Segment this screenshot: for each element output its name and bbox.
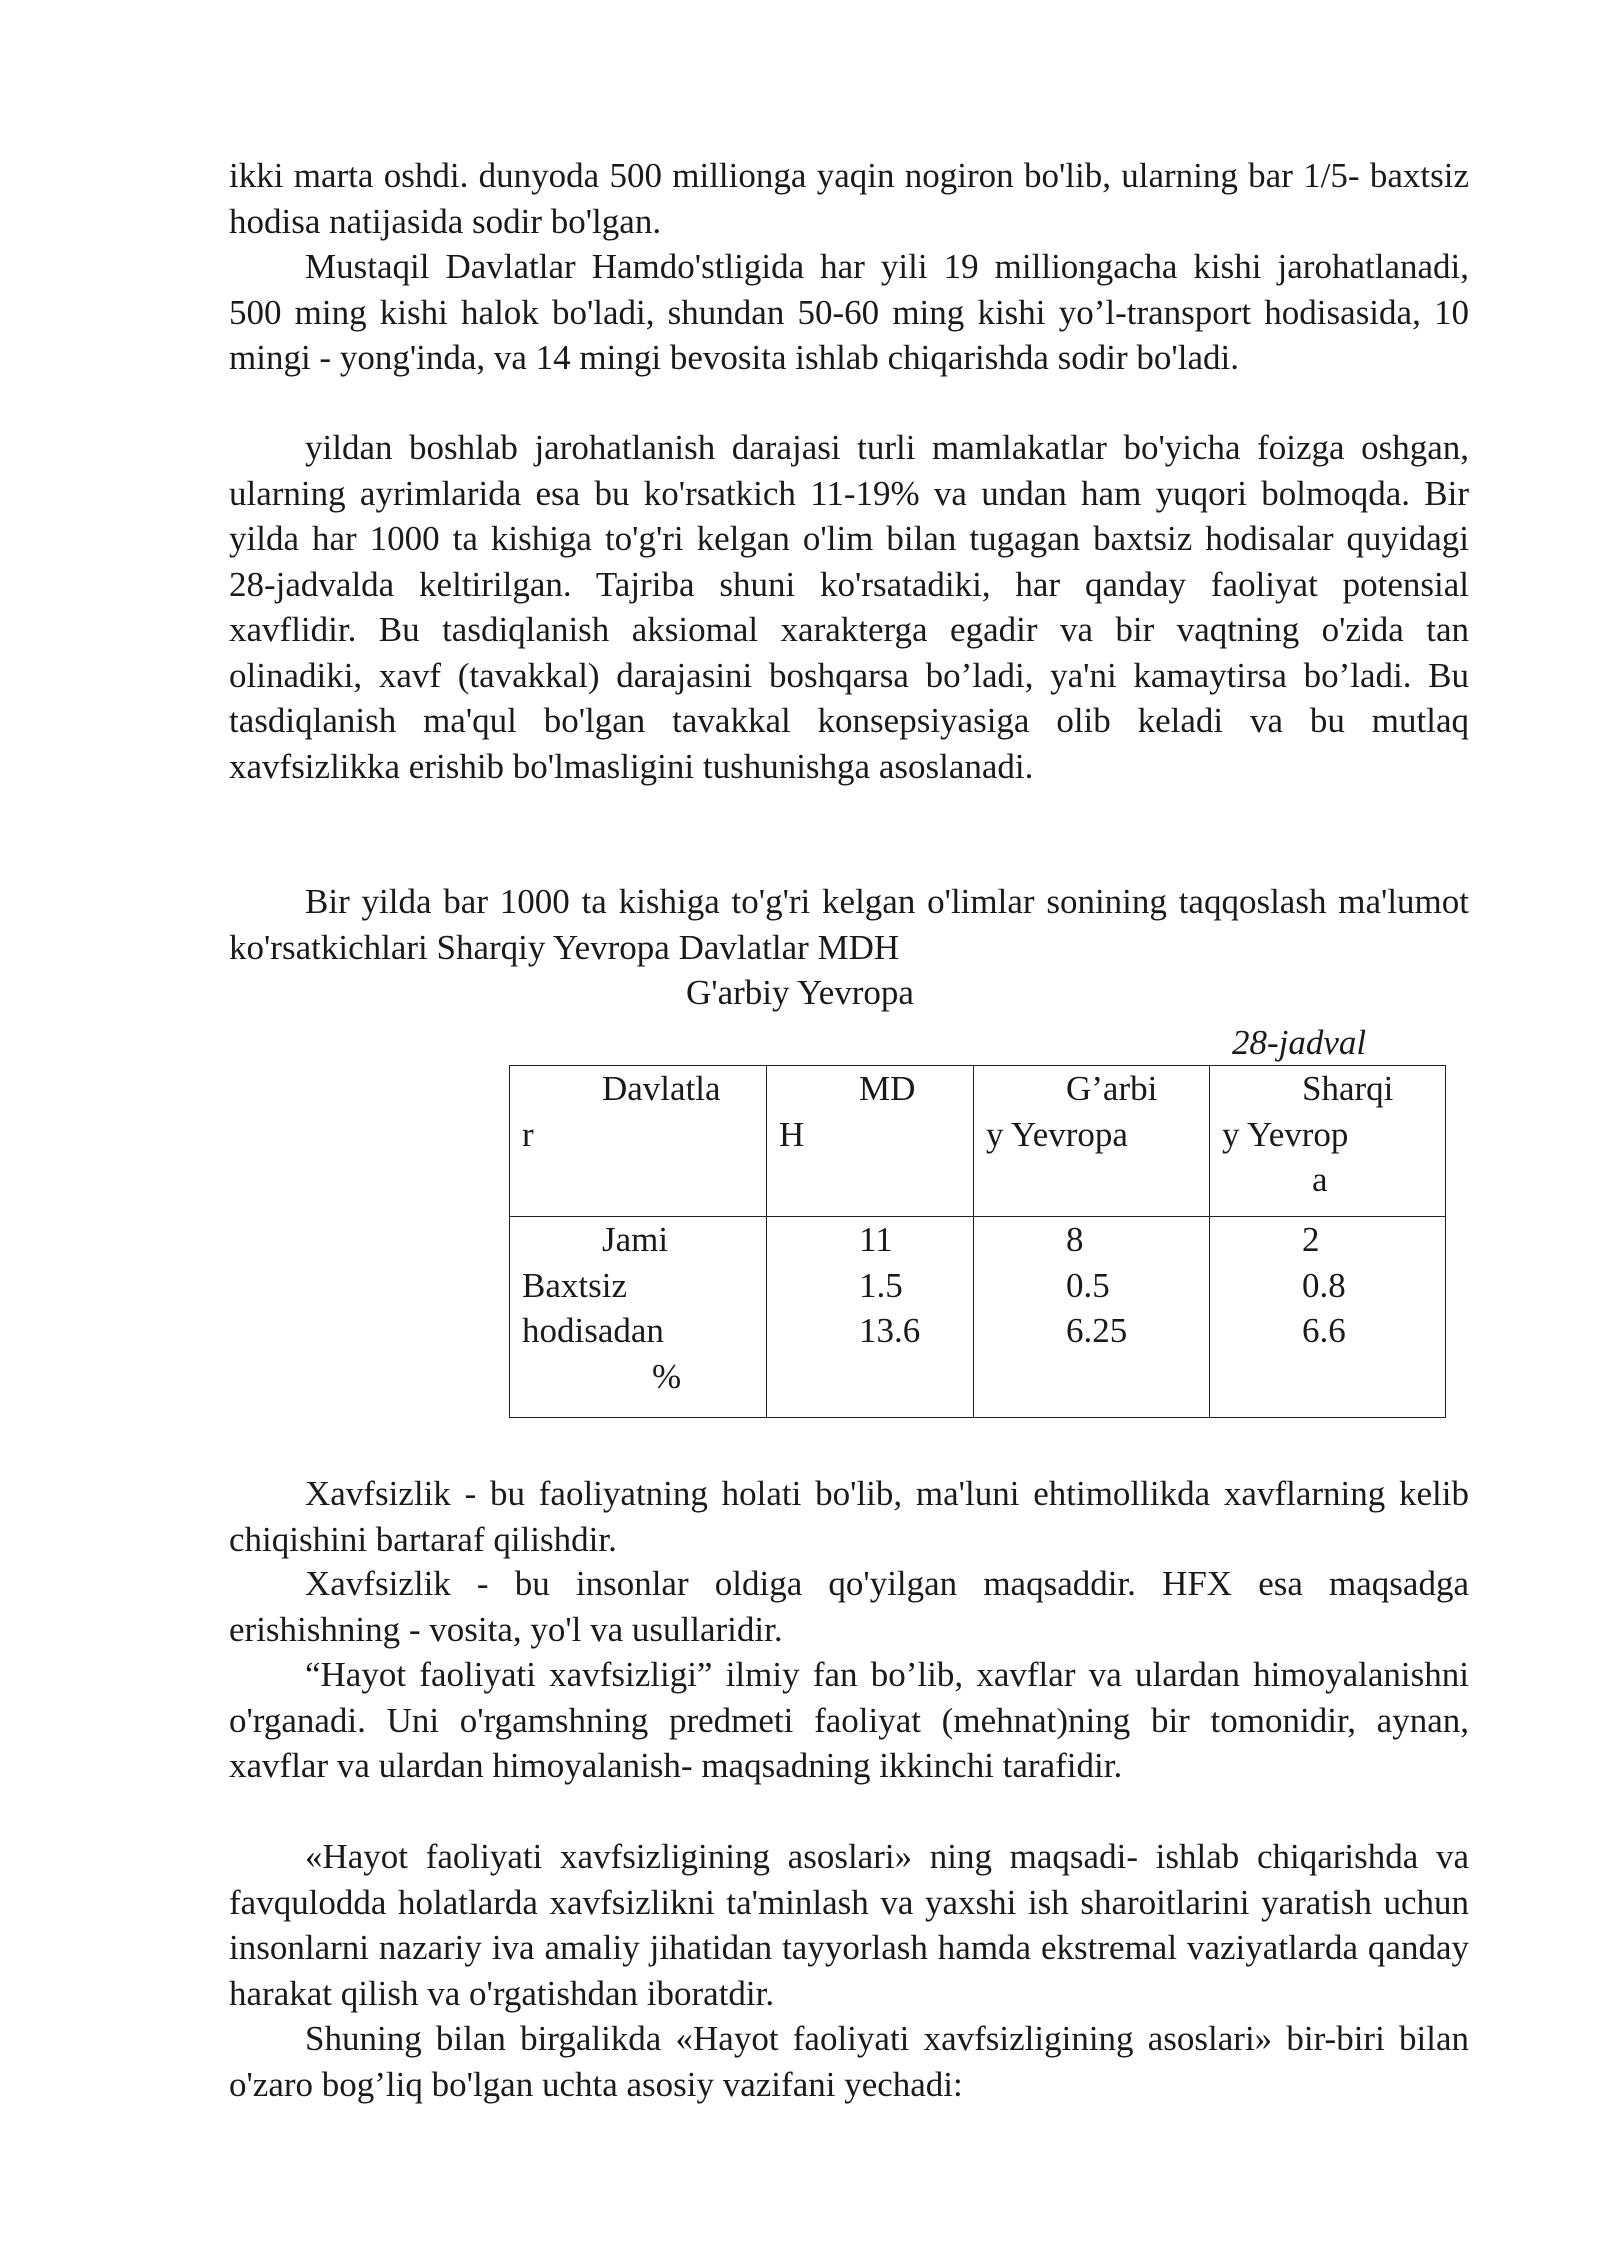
header-cell-sharqiy-yevropa: Sharqi y Yevrop a xyxy=(1210,1066,1446,1217)
paragraph-5: Xavfsizlik - bu insonlar oldiga qo'yilgan maqsaddir. HFX esa maqsadga erishishning - vosita, yo'l va usullaridir. xyxy=(229,1564,1469,1649)
paragraph-table-intro: Bir yilda bar 1000 ta kishiga to'g'ri kelgan o'limlar sonining taqqoslash ma'lumot ko'rsatkichlari Sharqiy Yevropa Davlatlar MDH xyxy=(229,882,1469,967)
value-cell-garbiy-yevropa: 8 0.5 6.25 xyxy=(974,1217,1210,1418)
header-cell-davlatlar: Davlatla r xyxy=(510,1066,767,1217)
paragraph-8: Shuning bilan birgalikda «Hayot faoliyati xavfsizligining asoslari» bir-biri bilan o'zaro bog’liq bo'lgan uchta asosiy vazifani yechadi: xyxy=(229,2019,1469,2104)
paragraph-1: ikki marta oshdi. dunyoda 500 millionga yaqin nogiron bo'lib, ularning bar 1/5- baxtsiz hodisa natijasida sodir bo'lgan. xyxy=(229,156,1469,241)
header-cell-garbiy-yevropa: G’arbi y Yevropa xyxy=(974,1066,1210,1217)
paragraph-4: Xavfsizlik - bu faoliyatning holati bo'lib, ma'luni ehtimollikda xavflarning kelib chiqishini bartaraf qilishdir. xyxy=(229,1474,1469,1559)
value-cell-mdh: 11 1.5 13.6 xyxy=(767,1217,974,1418)
table-row xyxy=(510,1217,1446,1418)
row-label-cell: Jami Baxtsiz hodisadan % xyxy=(510,1217,767,1418)
paragraph-3: yildan boshlab jarohatlanish darajasi turli mamlakatlar bo'yicha foizga oshgan, ularning ayrimlarida esa bu ko'rsatkich 11-19% va undan ham yuqori bolmoqda. Bir yilda har 1000 ta kishiga to'g'ri kelgan o'lim bilan tugagan baxtsiz hodisalar quyidagi 28-jadvalda keltirilgan. Tajriba shuni ko'rsatadiki, har qanday faoliyat potensial xavflidir. Bu tasdiqlanish aksiomal xarakterga egadir va bir vaqtning o'zida tan olinadiki, xavf (tavakkal) darajasini boshqarsa bo’ladi, ya'ni kamaytirsa bo’ladi. Bu tasdiqlanish ma'qul bo'lgan tavakkal konsepsiyasiga olib keladi va bu mutlaq xavfsizlikka erishib bo'lmasligini tushunishga asoslanadi. xyxy=(229,428,1469,786)
paragraph-6: “Hayot faoliyati xavfsizligi” ilmiy fan bo’lib, xavflar va ulardan himoyalanishni o'rganadi. Uni o'rgamshning predmeti faoliyat (mehnat)ning bir tomonidir, aynan, xavflar va ulardan himoyalanish- maqsadning ikkinchi tarafidir. xyxy=(229,1655,1469,1785)
table-header-row xyxy=(510,1066,1446,1217)
centered-line: G'arbiy Yevropa xyxy=(686,973,914,1012)
table-caption: 28-jadval xyxy=(1232,1023,1367,1062)
data-table xyxy=(509,1065,1446,1418)
value-cell-sharqiy-yevropa: 2 0.8 6.6 xyxy=(1210,1217,1446,1418)
header-cell-mdh: MD H xyxy=(767,1066,974,1217)
paragraph-2: Mustaqil Davlatlar Hamdo'stligida har yili 19 milliongacha kishi jarohatlanadi, 500 ming kishi halok bo'ladi, shundan 50-60 ming kishi yo’l-transport hodisasida, 10 mingi - yong'inda, va 14 mingi bevosita ishlab chiqarishda sodir bo'ladi. xyxy=(229,247,1469,377)
paragraph-7: «Hayot faoliyati xavfsizligining asoslari» ning maqsadi- ishlab chiqarishda va favqulodda holatlarda xavfsizlikni ta'minlash va yaxshi ish sharoitlarini yaratish uchun insonlarni nazariy iva amaliy jihatidan tayyorlash hamda ekstremal vaziyatlarda qanday harakat qilish va o'rgatishdan iboratdir. xyxy=(229,1837,1469,2013)
